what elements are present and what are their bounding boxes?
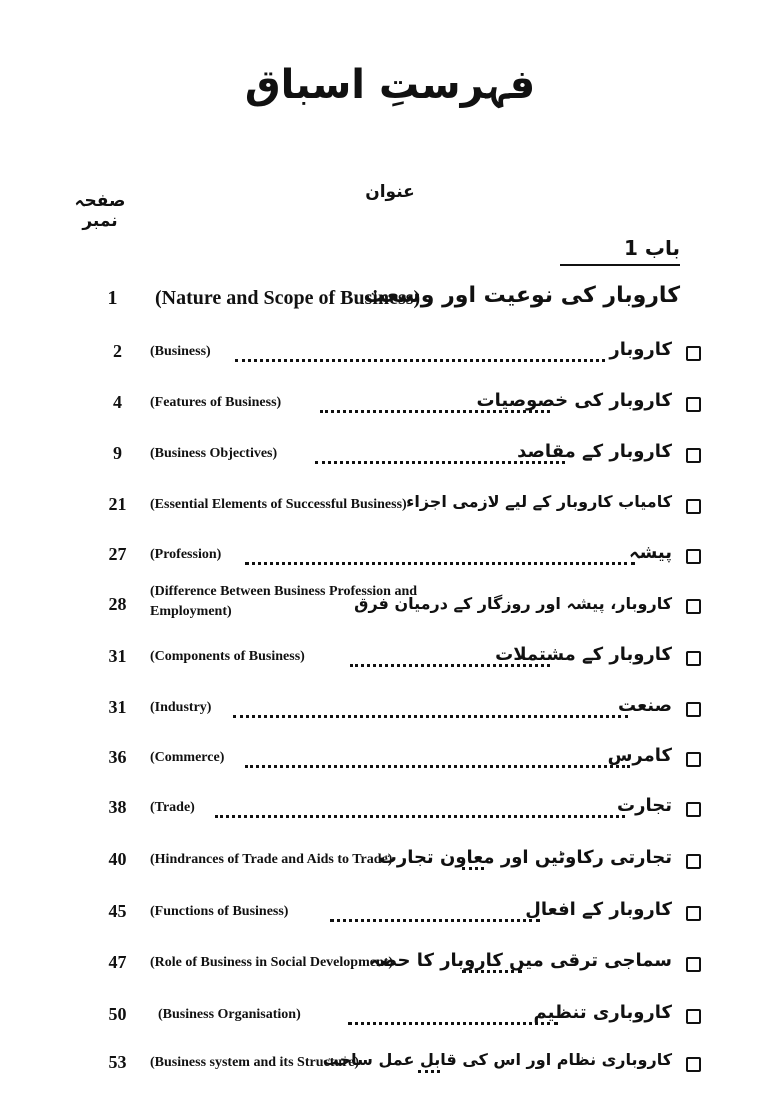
entry-urdu: کاروبار کی خصوصیات [476, 390, 672, 411]
column-header-page-number: صفحہ نمبر [74, 191, 126, 231]
dot-leader [348, 1006, 558, 1025]
entry-urdu: کاروبار کے مقاصد [517, 441, 672, 462]
checkbox-icon [686, 651, 701, 666]
entry-english: (Commerce) [150, 750, 225, 765]
entry-urdu: کامرس [607, 745, 672, 766]
entry-page-number: 36 [108, 747, 127, 767]
checkbox-icon [686, 802, 701, 817]
entry-page-number: 47 [108, 952, 127, 972]
toc-entry [0, 486, 780, 526]
entry-page-number: 31 [108, 697, 127, 717]
toc-entry [0, 1044, 780, 1084]
toc-entry [0, 638, 780, 678]
checkbox-icon [686, 1057, 701, 1072]
toc-entry [0, 944, 780, 984]
entry-urdu: پیشہ [629, 542, 672, 563]
toc-entry [0, 789, 780, 829]
entry-page-number: 38 [108, 797, 127, 817]
checkbox-icon [686, 1009, 701, 1024]
entry-urdu: تجارت [617, 795, 672, 816]
chapter-page-number: 1 [107, 287, 118, 309]
chapter-title-row [0, 283, 780, 323]
dot-leader [330, 903, 540, 922]
chapter-title-english: (Nature and Scope of Business) [155, 287, 421, 309]
checkbox-icon [686, 499, 701, 514]
toc-entry [0, 333, 780, 373]
entry-urdu: سماجی ترقی میں کاروبار کا حصہ [369, 950, 672, 971]
entry-page-number: 53 [108, 1052, 127, 1072]
entry-page-number: 45 [108, 901, 127, 921]
entry-page-number: 21 [108, 494, 127, 514]
entry-english: (Components of Business) [150, 649, 305, 664]
entry-page-number: 28 [108, 594, 127, 614]
entry-english: (Difference Between Business Profession and Employment) [150, 584, 418, 619]
checkbox-icon [686, 397, 701, 412]
toc-entry [0, 582, 780, 626]
toc-entry [0, 996, 780, 1036]
entry-urdu: کاروباری نظام اور اس کی قابل عمل ساخت [322, 1050, 672, 1069]
toc-entry [0, 384, 780, 424]
entry-page-number: 31 [108, 646, 127, 666]
dot-leader [245, 546, 635, 565]
entry-english: (Business Objectives) [150, 446, 278, 461]
entry-urdu: کاروبار کے افعال [525, 899, 672, 920]
toc-entry [0, 893, 780, 933]
page-title: فہرستِ اسباق [244, 62, 536, 108]
entry-page-number: 4 [113, 392, 122, 412]
entry-english: (Business system and its Structure) [150, 1055, 359, 1070]
column-header-title: عنوان [365, 182, 415, 202]
entry-english: (Hindrances of Trade and Aids to Trade) [150, 852, 393, 867]
entry-english: (Features of Business) [150, 395, 282, 410]
chapter-title-urdu: کاروبار کی نوعیت اور وسعت [363, 283, 680, 308]
entry-english: (Profession) [150, 547, 222, 562]
checkbox-icon [686, 702, 701, 717]
checkbox-icon [686, 549, 701, 564]
entry-urdu: کاروبار [609, 339, 672, 360]
entry-page-number: 27 [108, 544, 127, 564]
entry-english: (Functions of Business) [150, 904, 289, 919]
entry-english: (Role of Business in Social Development) [150, 955, 394, 970]
entry-english: (Industry) [150, 700, 212, 715]
checkbox-icon [686, 448, 701, 463]
entry-english: (Trade) [150, 800, 195, 815]
entry-page-number: 2 [113, 341, 122, 361]
checkbox-icon [686, 346, 701, 361]
entry-urdu: کاروبار، پیشہ اور روزگار کے درمیان فرق [354, 594, 672, 613]
entry-page-number: 50 [108, 1004, 127, 1024]
entry-urdu: کامیاب کاروبار کے لیے لازمی اجزاء [406, 492, 672, 511]
toc-entry [0, 689, 780, 729]
dot-leader [245, 749, 630, 768]
dot-leader [233, 699, 628, 718]
checkbox-icon [686, 752, 701, 767]
entry-urdu: تجارتی رکاوٹیں اور معاون تجارت [378, 847, 672, 868]
checkbox-icon [686, 599, 701, 614]
checkbox-icon [686, 854, 701, 869]
checkbox-icon [686, 906, 701, 921]
chapter-label: باب 1 [560, 236, 680, 266]
toc-entry [0, 536, 780, 576]
checkbox-icon [686, 957, 701, 972]
entry-urdu: کاروبار کے مشتملات [495, 644, 672, 665]
dot-leader [235, 343, 605, 362]
dot-leader [215, 799, 625, 818]
entry-english: (Essential Elements of Successful Business) [150, 497, 407, 512]
toc-entry [0, 841, 780, 881]
toc-entry [0, 739, 780, 779]
entry-page-number: 40 [108, 849, 127, 869]
toc-entry [0, 435, 780, 475]
entry-urdu: صنعت [618, 695, 672, 716]
entry-english: (Business) [150, 344, 211, 359]
entry-page-number: 9 [113, 443, 122, 463]
entry-english: (Business Organisation) [158, 1007, 301, 1022]
entry-urdu: کاروباری تنظیم [533, 1002, 672, 1023]
